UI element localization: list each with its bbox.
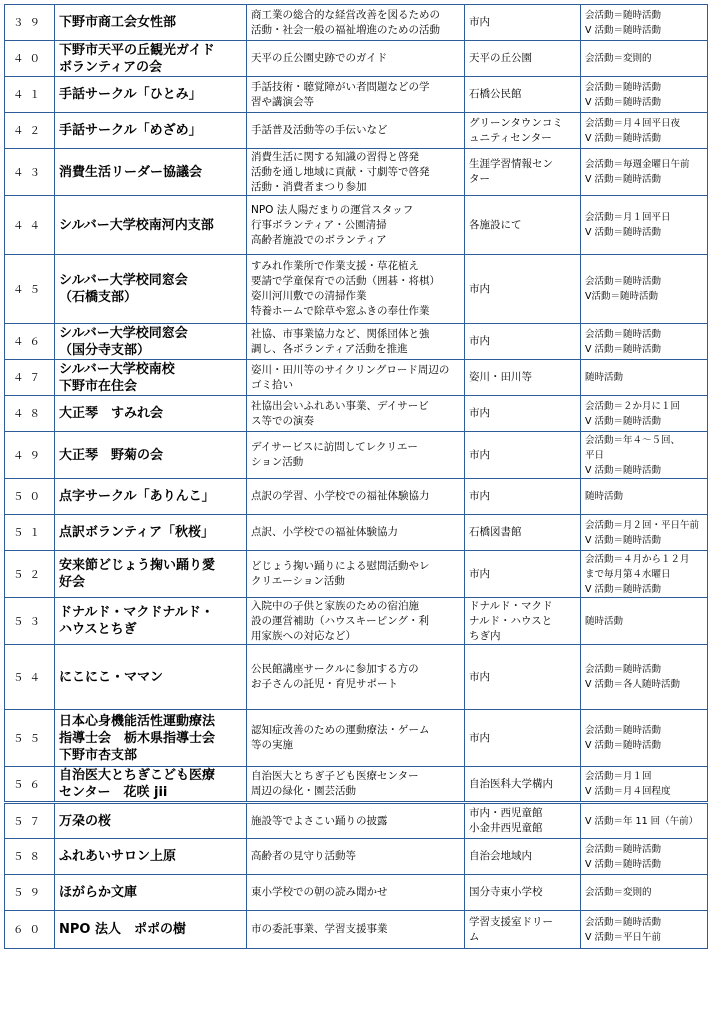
organization-name — [55, 515, 247, 551]
organization-name-line: ハウスとちぎ — [59, 622, 137, 637]
activity-description-line: 習や講演会等 — [251, 95, 314, 108]
activity-place — [465, 360, 581, 396]
activity-place — [465, 911, 581, 949]
organization-name — [55, 41, 247, 77]
organization-name — [55, 911, 247, 949]
activity-place-line: 市内 — [469, 448, 490, 461]
activity-place-line: 石橋公民館 — [469, 88, 522, 100]
activity-place — [465, 710, 581, 767]
activity-frequency — [581, 839, 708, 875]
row-number: ４２ — [5, 113, 55, 149]
organization-name — [55, 324, 247, 360]
organization-name-line: 指導士会 栃木県指導士会 — [59, 730, 216, 746]
organization-name — [55, 113, 247, 149]
row-number: ６０ — [5, 911, 55, 949]
organization-name — [55, 767, 247, 803]
activity-frequency-line: 会活動＝月２回・平日午前 — [585, 519, 700, 531]
activity-place-line: 姿川・田川等 — [469, 371, 532, 383]
activity-description — [247, 396, 465, 432]
activity-frequency-line: V 活動＝随時活動 — [585, 858, 662, 870]
activity-place — [465, 803, 581, 839]
activity-place — [465, 196, 581, 255]
row-number: ５９ — [5, 875, 55, 911]
table-row — [5, 360, 708, 396]
organization-name-line: シルバー大学校南校 — [59, 361, 175, 377]
table-row — [5, 396, 708, 432]
organization-name — [55, 598, 247, 645]
activity-place-line: 市内 — [469, 490, 490, 502]
activity-place-line: 市内 — [469, 16, 490, 28]
row-number: ４７ — [5, 360, 55, 396]
activity-description-line: デイサービスに訪問してレクリエー — [251, 441, 418, 453]
row-number: ４３ — [5, 149, 55, 196]
activity-frequency — [581, 432, 708, 479]
activity-frequency-line: 会活動＝月４回平日夜 — [585, 117, 681, 129]
activity-description-line: 周辺の緑化・園芸活動 — [251, 785, 356, 797]
activity-description-line: お子さんの託児・育児サポート — [251, 678, 398, 690]
activity-description — [247, 360, 465, 396]
organization-name — [55, 432, 247, 479]
activity-frequency-line: 会活動＝毎週金曜日午前 — [585, 159, 690, 170]
activity-description — [247, 432, 465, 479]
organization-name — [55, 479, 247, 515]
activity-frequency-line: まで毎月第４水曜日 — [585, 568, 671, 580]
table-row — [5, 479, 708, 515]
organization-name-line: センター 花咲 jii — [59, 785, 168, 800]
activity-description-line: 自治医大とちぎ子ども医療センター — [251, 770, 419, 782]
activity-frequency — [581, 5, 708, 41]
activity-place — [465, 515, 581, 551]
organization-name-line: 点訳ボランティア「秋桜」 — [59, 525, 214, 540]
activity-place — [465, 839, 581, 875]
activity-frequency — [581, 113, 708, 149]
activity-frequency-line: V 活動＝随時活動 — [585, 534, 662, 546]
organization-name — [55, 196, 247, 255]
activity-description — [247, 77, 465, 113]
activity-frequency-line: 随時活動 — [585, 491, 624, 502]
activity-description-line: 市の委託事業、学習支援事業 — [251, 923, 388, 935]
activity-description-line: どじょう掬い踊りによる慰問活動やレ — [251, 560, 430, 572]
organization-name — [55, 803, 247, 839]
organization-name-line: ドナルド・マクドナルド・ — [59, 605, 214, 620]
activity-place — [465, 432, 581, 479]
activity-description-line: 手話技術・聴覚障がい者問題などの学 — [251, 80, 430, 93]
organization-name-line: NPO 法人 ポポの樹 — [59, 922, 186, 937]
activity-place-line: 市内 — [469, 670, 490, 683]
organization-name-line: 大正琴 野菊の会 — [59, 447, 164, 463]
row-number: ４９ — [5, 432, 55, 479]
activity-description-line: 東小学校での朝の読み聞かせ — [251, 886, 388, 898]
table-row — [5, 803, 708, 839]
activity-frequency-line: V 活動＝随時活動 — [585, 96, 662, 108]
organization-name-line: 手話サークル「めざめ」 — [59, 123, 202, 138]
activity-description-line: 社協、市事業協力など、関係団体と強 — [251, 327, 430, 340]
activity-frequency-line: 会活動＝２か月に１回 — [585, 400, 681, 412]
activity-description — [247, 5, 465, 41]
table-row — [5, 149, 708, 196]
activity-frequency-line: 会活動＝随時活動 — [585, 725, 662, 736]
activity-description — [247, 149, 465, 196]
activity-place-line: 学習支援室ドリー — [469, 915, 553, 928]
activity-place — [465, 5, 581, 41]
organization-name-line: 下野市商工会女性部 — [59, 15, 177, 30]
activity-description — [247, 645, 465, 710]
activity-place-line: 市内 — [469, 335, 490, 347]
activity-frequency-line: 会活動＝随時活動 — [585, 328, 662, 340]
organization-name-line: ボランティアの会 — [59, 59, 162, 75]
activity-description-line: ス等での演奏 — [251, 414, 314, 427]
activity-place-line: 石橋図書館 — [469, 526, 522, 538]
organization-name-line: ふれあいサロン上原 — [59, 849, 177, 864]
activity-place-line: 生涯学習情報セン — [469, 158, 553, 170]
activity-frequency-line: V 活動＝随時活動 — [585, 464, 662, 476]
activity-place-line: ター — [469, 173, 490, 185]
activity-description — [247, 196, 465, 255]
activity-frequency — [581, 41, 708, 77]
activity-frequency — [581, 324, 708, 360]
activity-frequency-line: V 活動＝各人随時活動 — [585, 679, 681, 690]
table-row — [5, 551, 708, 598]
activity-frequency-line: V 活動＝月４回程度 — [585, 786, 671, 797]
activity-place — [465, 396, 581, 432]
activity-frequency-line: 随時活動 — [585, 615, 624, 627]
organization-name — [55, 5, 247, 41]
activity-description — [247, 875, 465, 911]
activity-place-line: ナルド・ハウスと — [469, 614, 553, 627]
activity-place-line: 天平の丘公園 — [469, 52, 532, 64]
activity-description-line: 天平の丘公園史跡でのガイド — [251, 52, 388, 64]
activity-description-line: 活動・消費者まつり参加 — [251, 180, 367, 193]
activity-description-line: 施設等でよさこい踊りの披露 — [251, 814, 388, 827]
activity-place-line: 国分寺東小学校 — [469, 886, 543, 898]
organization-name — [55, 396, 247, 432]
organization-name-line: 好会 — [59, 575, 86, 590]
activity-place — [465, 767, 581, 803]
activity-description-line: すみれ作業所で作業支援・草花植え — [251, 260, 419, 272]
activity-description — [247, 803, 465, 839]
organization-name-line: 下野市杏支部 — [59, 747, 138, 763]
activity-place — [465, 149, 581, 196]
organization-name — [55, 839, 247, 875]
activity-frequency-line: 会活動＝随時活動 — [585, 9, 662, 21]
row-number: ５８ — [5, 839, 55, 875]
activity-frequency — [581, 255, 708, 324]
organization-name-line: 万朶の桜 — [59, 813, 112, 829]
activity-description-line: 高齢者施設でのボランティア — [251, 233, 387, 246]
table-row — [5, 113, 708, 149]
table-row — [5, 911, 708, 949]
activity-description-line: クリエーション活動 — [251, 575, 345, 587]
activity-frequency — [581, 396, 708, 432]
activity-description — [247, 515, 465, 551]
table-row — [5, 645, 708, 710]
activity-description-line: 等の実施 — [251, 739, 293, 751]
table-row — [5, 196, 708, 255]
activity-frequency — [581, 875, 708, 911]
table-row — [5, 324, 708, 360]
organization-name — [55, 875, 247, 911]
table-row — [5, 77, 708, 113]
organization-name — [55, 360, 247, 396]
activity-description-line: 公民館講座サークルに参加する方の — [251, 663, 419, 675]
activity-frequency-line: 会活動＝随時活動 — [585, 664, 662, 675]
table-row — [5, 875, 708, 911]
table-row — [5, 515, 708, 551]
activity-description-line: 手話普及活動等の手伝いなど — [251, 124, 388, 136]
activity-frequency — [581, 598, 708, 645]
activity-frequency-line: 会活動＝４月から１２月 — [585, 553, 690, 565]
activity-place-line: 自治会地域内 — [469, 850, 532, 862]
activity-frequency — [581, 803, 708, 839]
organization-name-line: 大正琴 すみれ会 — [59, 406, 164, 421]
table-row — [5, 598, 708, 645]
organization-name-line: ほがらか文庫 — [59, 885, 138, 900]
organization-name — [55, 551, 247, 598]
activity-place-line: 市内 — [469, 731, 490, 744]
organization-name-line: 点字サークル「ありんこ」 — [59, 489, 215, 504]
organization-name-line: （石橋支部） — [59, 290, 138, 305]
activity-frequency — [581, 911, 708, 949]
activity-frequency-line: V 活動＝随時活動 — [585, 343, 662, 355]
activity-frequency-line: V 活動＝随時活動 — [585, 740, 662, 751]
activity-frequency-line: 会活動＝変則的 — [585, 53, 652, 64]
activity-frequency — [581, 515, 708, 551]
activity-frequency-line: 会活動＝随時活動 — [585, 81, 662, 93]
activity-description-line: 点訳の学習、小学校での福祉体験協力 — [251, 490, 430, 502]
activity-description-line: 社協出会いふれあい事業、デイサービ — [251, 399, 429, 412]
activity-frequency — [581, 360, 708, 396]
activity-description — [247, 479, 465, 515]
organization-name-line: 日本心身機能活性運動療法 — [59, 713, 216, 729]
activity-frequency-line: 会活動＝変則的 — [585, 887, 652, 898]
activity-frequency — [581, 196, 708, 255]
activity-frequency — [581, 149, 708, 196]
activity-place-line: ちぎ内 — [469, 629, 501, 642]
activity-frequency-line: 随時活動 — [585, 372, 624, 383]
activity-description — [247, 551, 465, 598]
activity-place — [465, 551, 581, 598]
table-row — [5, 5, 708, 41]
activity-frequency-line: 会活動＝月１回平日 — [585, 212, 671, 223]
activity-place-line: 市内 — [469, 567, 490, 580]
activity-frequency-line: 平日 — [585, 449, 605, 461]
activity-description-line: 姿川河川敷での清掃作業 — [251, 290, 367, 302]
row-number: ５６ — [5, 767, 55, 803]
activity-description-line: 用家族への対応など） — [251, 629, 356, 642]
activity-frequency — [581, 767, 708, 803]
row-number: ４０ — [5, 41, 55, 77]
activity-frequency-line: 会活動＝随時活動 — [585, 843, 662, 855]
table-row — [5, 255, 708, 324]
row-number: ４４ — [5, 196, 55, 255]
table-row — [5, 432, 708, 479]
activity-place — [465, 255, 581, 324]
activity-place — [465, 77, 581, 113]
activity-place — [465, 479, 581, 515]
activity-place-line: グリーンタウンコミ — [469, 116, 563, 129]
activity-place — [465, 324, 581, 360]
row-number: ５７ — [5, 803, 55, 839]
activity-description-line: 入院中の子供と家族のための宿泊施 — [251, 599, 419, 612]
activity-frequency-line: V 活動＝年 11 回（午前） — [585, 815, 699, 827]
activity-frequency — [581, 479, 708, 515]
organization-name — [55, 645, 247, 710]
activity-description — [247, 767, 465, 803]
table-row — [5, 710, 708, 767]
activity-place-line: 市内 — [469, 407, 490, 419]
row-number: ４１ — [5, 77, 55, 113]
activity-frequency-line: 会活動＝月１回 — [585, 771, 652, 782]
row-number: ３９ — [5, 5, 55, 41]
activity-frequency-line: 会活動＝随時活動 — [585, 276, 662, 287]
row-number: ５５ — [5, 710, 55, 767]
organization-name-line: （国分寺支部） — [59, 342, 151, 358]
activity-description-line: 要請で学童保育での活動（囲碁・将棋） — [251, 275, 440, 287]
organization-name-line: 下野市天平の丘観光ガイド — [59, 42, 215, 58]
organization-name — [55, 710, 247, 767]
activity-description-line: 消費生活に関する知識の習得と啓発 — [251, 150, 419, 163]
activity-frequency-line: V 活動＝随時活動 — [585, 227, 662, 238]
organization-name-line: 安来節どじょう掬い踊り愛 — [59, 558, 216, 573]
activity-frequency — [581, 551, 708, 598]
organization-table — [4, 4, 708, 949]
activity-description-line: ション活動 — [251, 456, 304, 468]
activity-place — [465, 875, 581, 911]
activity-description — [247, 113, 465, 149]
activity-frequency — [581, 77, 708, 113]
activity-description-line: 設の運営補助（ハウスキーピング・利 — [251, 614, 429, 627]
table-row — [5, 767, 708, 803]
row-number: ４８ — [5, 396, 55, 432]
organization-name-line: シルバー大学校南河内支部 — [59, 217, 214, 233]
activity-description-line: 活動・社会一般の福祉増進のための活動 — [251, 23, 440, 36]
activity-description-line: 認知症改善のための運動療法・ゲーム — [251, 724, 430, 736]
row-number: ５２ — [5, 551, 55, 598]
activity-frequency — [581, 645, 708, 710]
activity-description-line: NPO 法人陽だまりの運営スタッフ — [251, 203, 414, 216]
table-row — [5, 839, 708, 875]
activity-place-line: 自治医科大学構内 — [469, 777, 553, 790]
activity-place — [465, 598, 581, 645]
activity-frequency — [581, 710, 708, 767]
activity-frequency-line: 会活動＝年４～５回、 — [585, 434, 681, 446]
row-number: ５１ — [5, 515, 55, 551]
activity-place-line: ム — [469, 930, 480, 943]
activity-place-line: 市内・西児童館 — [469, 807, 543, 819]
activity-frequency-line: V 活動＝平日午前 — [585, 931, 662, 943]
organization-name — [55, 255, 247, 324]
organization-name-line: 手話サークル「ひとみ」 — [59, 87, 202, 102]
activity-description-line: 特養ホームで除草や窓ふきの奉仕作業 — [251, 305, 430, 317]
activity-frequency-line: V活動＝随時活動 — [585, 291, 658, 302]
activity-description — [247, 598, 465, 645]
activity-frequency-line: V 活動＝随時活動 — [585, 174, 662, 185]
activity-description — [247, 255, 465, 324]
activity-frequency-line: V 活動＝随時活動 — [585, 132, 662, 144]
activity-place — [465, 41, 581, 77]
activity-place-line: ュニティセンター — [469, 131, 552, 144]
activity-description-line: 活動を通し地域に貢献・寸劇等で啓発 — [251, 165, 430, 178]
activity-description-line: 調し、各ボランティア活動を推進 — [251, 342, 408, 355]
activity-frequency-line: V 活動＝随時活動 — [585, 583, 662, 595]
activity-place-line: 各施設にて — [469, 218, 522, 231]
organization-name-line: シルバー大学校同窓会 — [59, 273, 188, 288]
organization-name-line: 自治医大とちぎこども医療 — [59, 768, 216, 783]
row-number: ５０ — [5, 479, 55, 515]
activity-place-line: 小金井西児童館 — [469, 822, 543, 834]
activity-place-line: ドナルド・マクド — [469, 599, 553, 612]
activity-description-line: 姿川・田川等のサイクリングロード周辺の — [251, 363, 450, 376]
activity-description — [247, 324, 465, 360]
activity-description-line: ゴミ拾い — [251, 378, 293, 391]
activity-frequency-line: V 活動＝随時活動 — [585, 415, 662, 427]
activity-description-line: 高齢者の見守り活動等 — [251, 850, 356, 862]
activity-description-line: 行事ボランティア・公園清掃 — [251, 218, 387, 231]
organization-name-line: 消費生活リーダー協議会 — [59, 164, 203, 180]
activity-description — [247, 41, 465, 77]
activity-description — [247, 839, 465, 875]
organization-name — [55, 77, 247, 113]
activity-description-line: 点訳、小学校での福祉体験協力 — [251, 526, 398, 538]
activity-frequency-line: V 活動＝随時活動 — [585, 24, 662, 36]
organization-name-line: 下野市在住会 — [59, 378, 138, 394]
activity-description — [247, 911, 465, 949]
activity-frequency-line: 会活動＝随時活動 — [585, 916, 662, 928]
row-number: ４５ — [5, 255, 55, 324]
activity-place — [465, 113, 581, 149]
activity-place — [465, 645, 581, 710]
organization-name-line: にこにこ・ママン — [59, 669, 164, 685]
activity-place-line: 市内 — [469, 282, 490, 295]
organization-name-line: シルバー大学校同窓会 — [59, 325, 188, 341]
row-number: ５３ — [5, 598, 55, 645]
activity-description-line: 商工業の総合的な経営改善を図るための — [251, 8, 440, 21]
row-number: ５４ — [5, 645, 55, 710]
row-number: ４６ — [5, 324, 55, 360]
organization-name — [55, 149, 247, 196]
table-row — [5, 41, 708, 77]
activity-description — [247, 710, 465, 767]
